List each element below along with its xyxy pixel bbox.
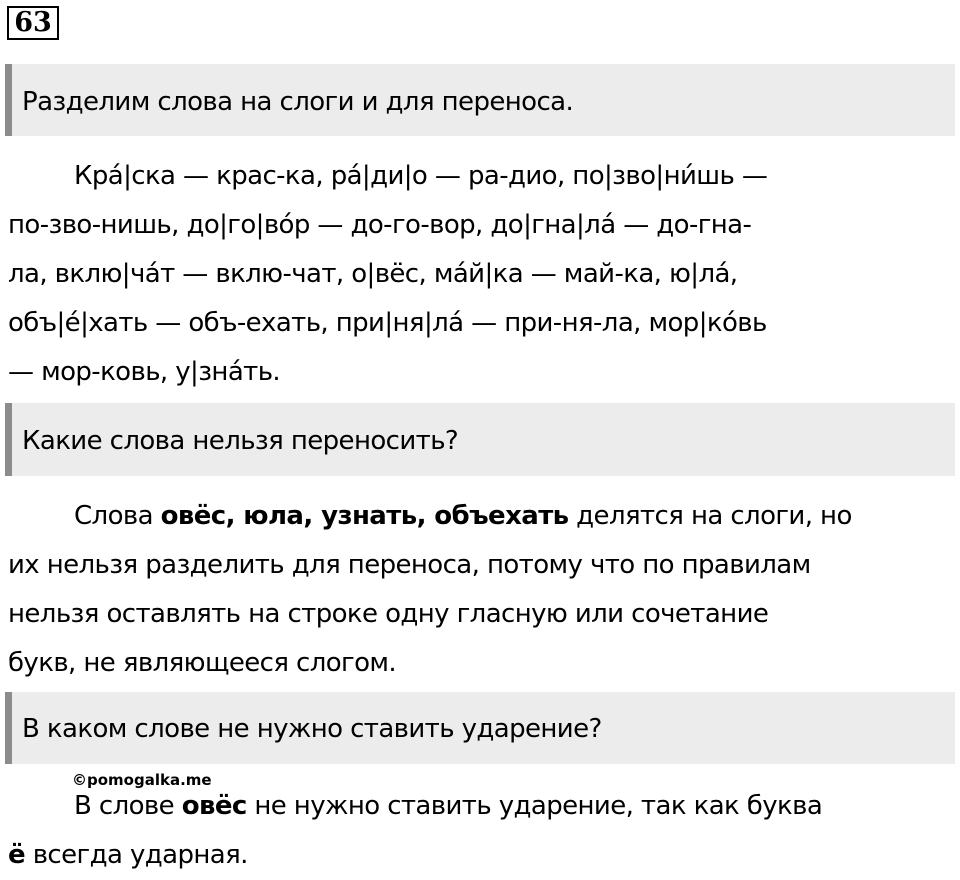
- answer-1-line: объ|е́|хать — объ-ехать, при|ня|ла́ — при-ня-ла, мор|ко́вь: [8, 308, 767, 338]
- answer-1-line: — мор-ковь, у|зна́ть.: [8, 357, 281, 387]
- answer-3-line: [8, 782, 938, 831]
- answer-3-bold-letter: ё: [8, 840, 26, 870]
- answer-3-text: всегда ударная.: [25, 840, 248, 870]
- answer-1-line: Кра́|ска — крас-ка, ра́|ди|о — ра-дио, по|зво|ни́шь —: [74, 161, 768, 191]
- question-2: Какие слова нельзя переносить?: [5, 403, 955, 476]
- answer-2-bold-words: овёс, юла, узнать, объехать: [160, 501, 569, 531]
- answer-3: [8, 782, 938, 880]
- watermark: ©pomogalka.me: [72, 771, 212, 789]
- answer-1-line: ла, вклю|ча́т — вклю-чат, о|вёс, ма́й|ка — май-ка, ю|ла́,: [8, 259, 738, 289]
- answer-3-bold-word: овёс: [181, 791, 247, 821]
- answer-2-line: [8, 492, 938, 541]
- task-number: 63: [7, 6, 59, 40]
- answer-2-line: нельзя оставлять на строке одну гласную или сочетание: [8, 599, 769, 629]
- answer-3-text: не нужно ставить ударение, так как буква: [246, 791, 823, 821]
- answer-1: [8, 152, 938, 397]
- answer-2-text: делятся на слоги, но: [568, 501, 852, 531]
- answer-1-line: по-зво-нишь, до|го|во́р — до-го-вор, до|гна|ла́ — до-гна-: [8, 210, 752, 240]
- answer-2: [8, 492, 938, 688]
- answer-2-text: Слова: [74, 501, 161, 531]
- question-3: В каком слове не нужно ставить ударение?: [5, 692, 955, 764]
- answer-2-line: их нельзя разделить для переноса, потому что по правилам: [8, 550, 811, 580]
- answer-3-text: В слове: [74, 791, 182, 821]
- question-1: Разделим слова на слоги и для переноса.: [5, 64, 955, 136]
- answer-2-line: букв, не являющееся слогом.: [8, 648, 397, 678]
- answer-3-line: [8, 831, 938, 880]
